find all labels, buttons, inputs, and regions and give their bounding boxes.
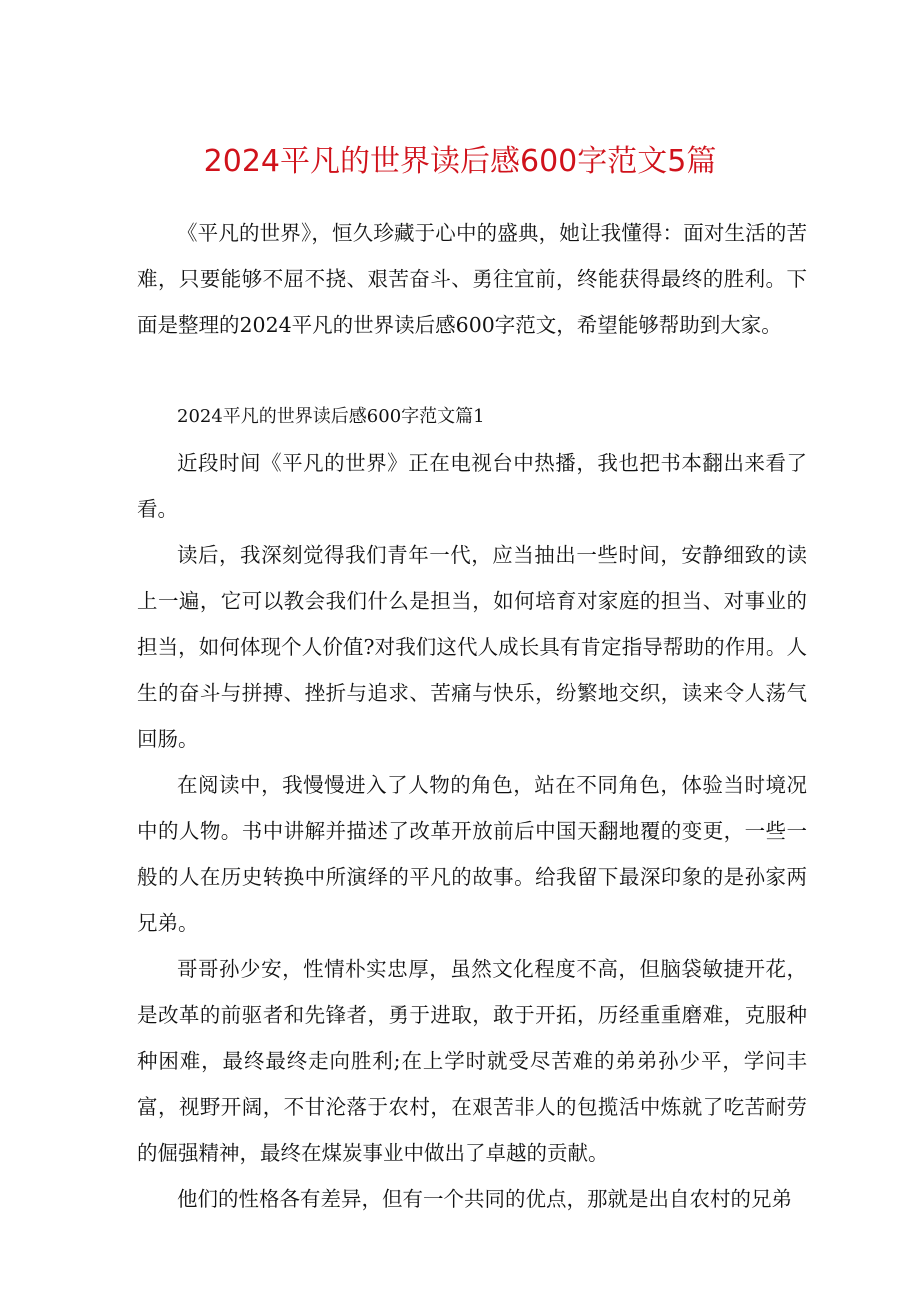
section-heading: 2024平凡的世界读后感600字范文篇1 bbox=[177, 406, 485, 427]
paragraph-gap bbox=[137, 348, 807, 394]
document-body bbox=[137, 210, 807, 1222]
intro-paragraph: 《平凡的世界》，恒久珍藏于心中的盛典，她让我懂得：面对生活的苦难，只要能够不屈不挠、艰苦奋斗、勇往宜前，终能获得最终的胜利。下面是整理的2024平凡的世界读后感600字范文，希望能够帮助到大家。 bbox=[137, 221, 807, 337]
body-paragraph-1: 近段时间《平凡的世界》正在电视台中热播，我也把书本翻出来看了看。 bbox=[137, 451, 807, 521]
body-paragraph-3: 在阅读中，我慢慢进入了人物的角色，站在不同角色，体验当时境况中的人物。书中讲解并描述了改革开放前后中国天翻地覆的变更，一些一般的人在历史转换中所演绎的平凡的故事。给我留下最深印象的是孙家两兄弟。 bbox=[137, 773, 807, 935]
document-title: 2024平凡的世界读后感600字范文5篇 bbox=[203, 144, 717, 179]
body-paragraph-4: 哥哥孙少安，性情朴实忠厚，虽然文化程度不高，但脑袋敏捷开花，是改革的前驱者和先锋者，勇于进取，敢于开拓，历经重重磨难，克服种种困难，最终最终走向胜利;在上学时就受尽苦难的弟弟孙少平，学问丰富，视野开阔，不甘沦落于农村，在艰苦非人的包揽活中炼就了吃苦耐劳的倔强精神，最终在煤炭事业中做出了卓越的贡献。 bbox=[137, 957, 807, 1165]
body-paragraph-2: 读后，我深刻觉得我们青年一代，应当抽出一些时间，安静细致的读上一遍，它可以教会我们什么是担当，如何培育对家庭的担当、对事业的担当，如何体现个人价值?对我们这代人成长具有肯定指导帮助的作用。人生的奋斗与拼搏、挫折与追求、苦痛与快乐，纷繁地交织，读来令人荡气回肠。 bbox=[137, 543, 807, 751]
body-paragraph-5: 他们的性格各有差异，但有一个共同的优点，那就是出自农村的兄弟 bbox=[177, 1187, 792, 1211]
